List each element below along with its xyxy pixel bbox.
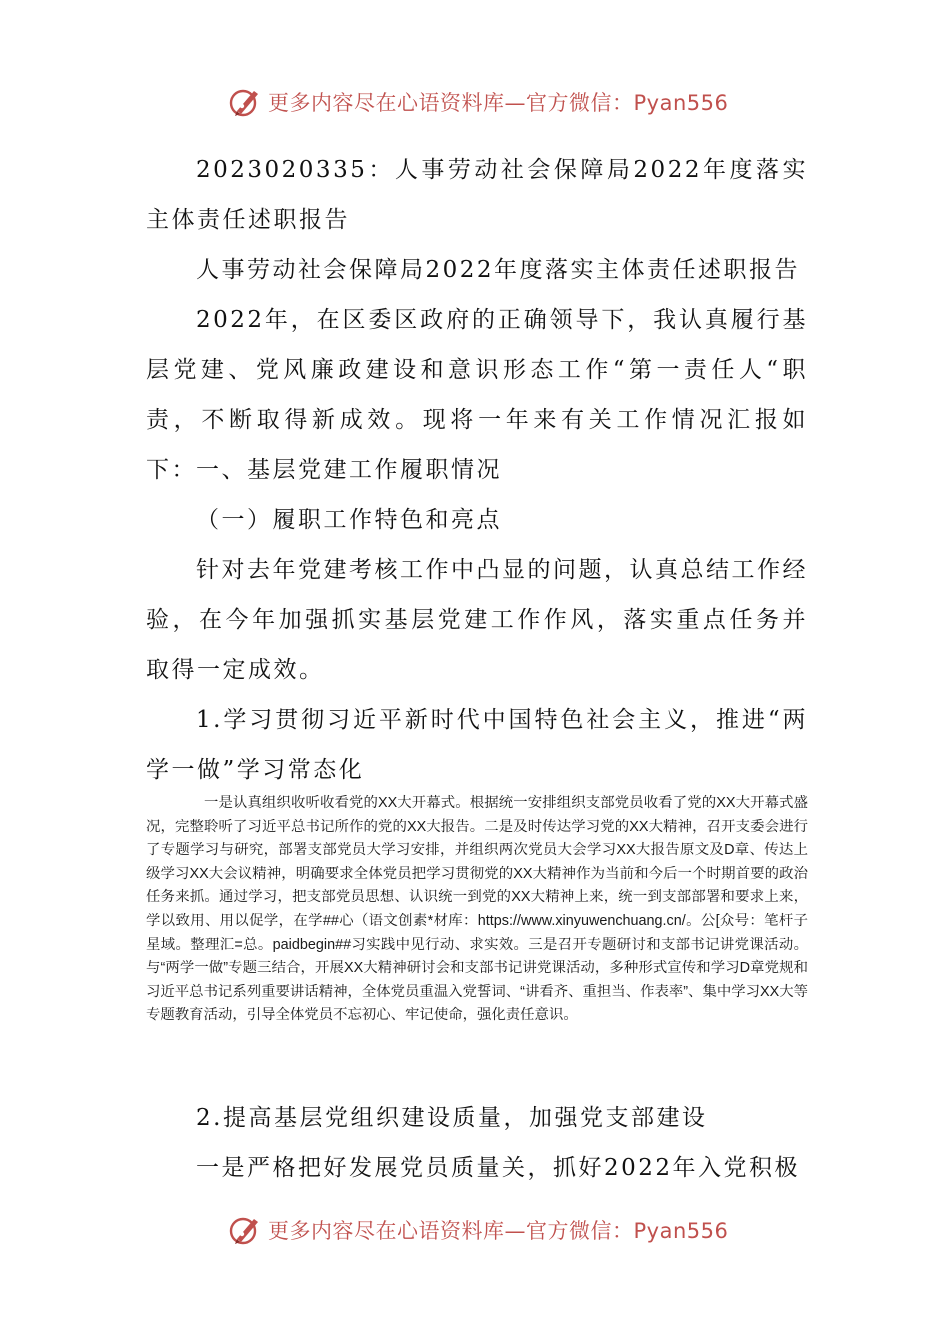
subsection-heading-1-1: （一）履职工作特色和亮点 — [196, 507, 502, 533]
pen-logo-icon — [228, 1213, 262, 1247]
watermark-text: 更多内容尽在心语资料库—官方微信：Pyan556 — [268, 1219, 729, 1243]
watermark-banner-bottom — [228, 1210, 748, 1250]
item-2-body: 一是严格把好发展党员质量关，抓好2022年入党积极 — [196, 1155, 801, 1181]
section-heading-1: 一、基层党建工作履职情况 — [196, 457, 502, 483]
watermark-banner-top — [228, 82, 748, 122]
item-1-body: 一是认真组织收听收看党的XX大开幕式。根据统一安排组织支部党员收看了党的XX大开幕式盛况，完整聆听了习近平总书记所作的党的XX大报告。二是及时传达学习党的XX大精神，召开支委会进行了专题学习与研究，部署支部党员大学习安排，并组织两次党员大会学习XX大报告原文及D章、传达上级学习XX大会议精神，明确要求全体党员把学习贯彻党的XX大精神作为当前和今后一个时期首要的政治任务来抓。通过学习，把支部党员思想、认识统一到党的XX大精神上来，统一到支部部署和要求上来，学以致用、用以促学，在学##心（语文创素*材库：https://www.xinyuwenchuang.cn/。公[众号：笔杆子星域。整理汇=总。paidbegin##习实践中见行动、求实效。三是召开专题研讨和支部书记讲党课活动。与“两学一做”专题三结合，开展XX大精神研讨会和支部书记讲党课活动，多种形式宣传和学习D章党规和习近平总书记系列重要讲话精神，全体党员重温入党誓词、“讲看齐、重担当、作表率”、集中学习XX大等专题教育活动，引导全体党员不忘初心、牢记使命，强化责任意识。 — [146, 795, 808, 1024]
document-subtitle: 人事劳动社会保障局2022年度落实主体责任述职报告 — [196, 257, 801, 283]
pen-logo-icon — [228, 85, 262, 119]
paragraph-1: 针对去年党建考核工作中凸显的问题，认真总结工作经验，在今年加强抓实基层党建工作作风，落实重点任务并取得一定成效。 — [146, 557, 808, 683]
document-title: 2023020335：人事劳动社会保障局2022年度落实主体责任述职报告 — [146, 157, 808, 233]
item-2-heading: 2.提高基层党组织建设质量，加强党支部建设 — [196, 1105, 708, 1131]
intro-paragraph: 2022年，在区委区政府的正确领导下，我认真履行基层党建、党风廉政建设和意识形态工作“第一责任人“职责，不断取得新成效。现将一年来有关工作情况汇报如下： — [146, 307, 808, 483]
item-1-heading: 1.学习贯彻习近平新时代中国特色社会主义，推进“两学一做”学习常态化 — [146, 707, 808, 783]
watermark-text: 更多内容尽在心语资料库—官方微信：Pyan556 — [268, 91, 729, 115]
